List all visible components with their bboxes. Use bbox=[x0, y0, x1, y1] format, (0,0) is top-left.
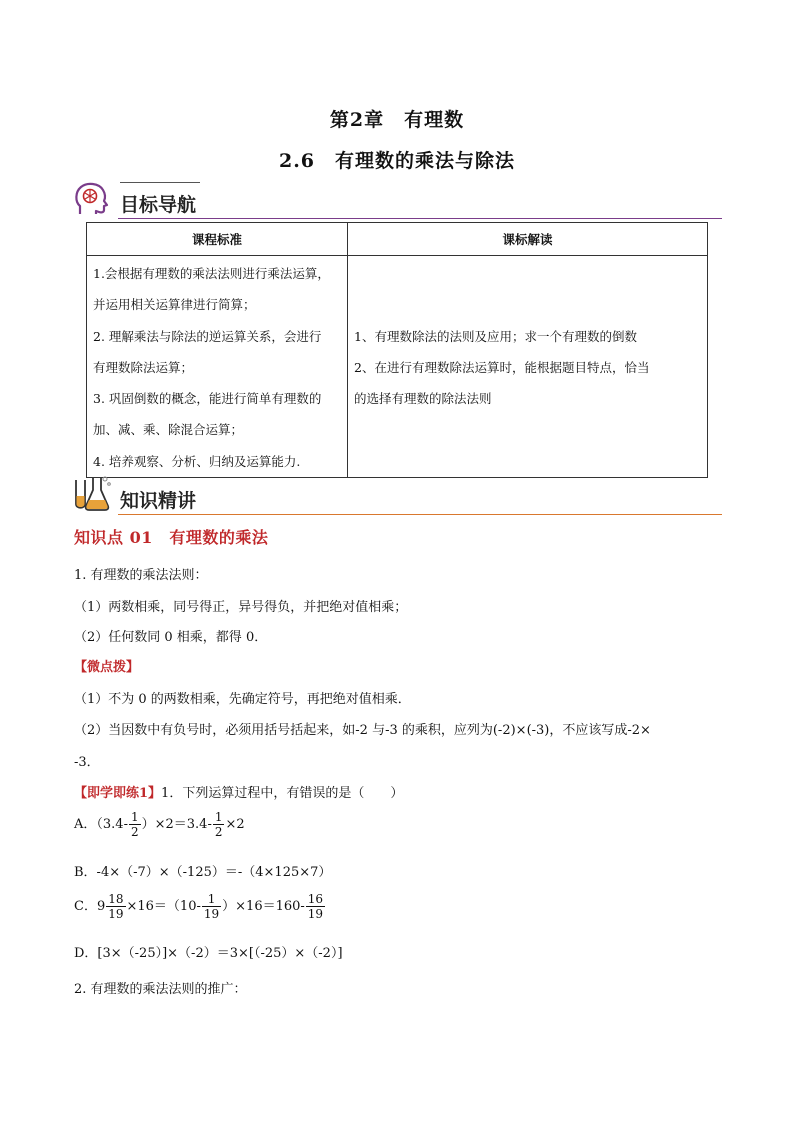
practice-question-line bbox=[74, 782, 403, 801]
standard-line: 2. 理解乘法与除法的逆运算关系，会进行 bbox=[93, 328, 322, 344]
fraction-numerator: 16 bbox=[307, 892, 324, 906]
standard-line: 3. 巩固倒数的概念，能进行简单有理数的 bbox=[93, 391, 322, 407]
standard-line: 加、减、乘、除混合运算； bbox=[93, 422, 244, 438]
option-b: B．-4×（-7）×（-125）＝-（4×125×7） bbox=[74, 865, 332, 880]
option-d: D．[3×（-25）]×（-2）＝3×[（-25）×（-2）] bbox=[74, 946, 343, 961]
fraction bbox=[213, 810, 225, 839]
fraction-denominator: 19 bbox=[203, 907, 220, 921]
knowledge-point-title: 知识点 01 有理数的乘法 bbox=[74, 528, 269, 547]
rule-item: （1）两数相乘，同号得正，异号得负，并把绝对值相乘； bbox=[74, 600, 408, 615]
option-c-text: C．9 bbox=[74, 899, 106, 914]
goals-interpretation-cell bbox=[348, 256, 708, 478]
fraction-denominator: 2 bbox=[214, 825, 223, 839]
option-a-text: A．（3.4- bbox=[74, 817, 128, 832]
tip-item-continuation: -3． bbox=[74, 755, 100, 770]
lab-flask-icon bbox=[72, 474, 112, 512]
goals-standard-cell bbox=[87, 256, 348, 478]
heading-top-rule bbox=[120, 182, 200, 183]
standard-line: 4. 培养观察、分析、归纳及运算能力. bbox=[93, 453, 301, 469]
tip-item: （1）不为 0 的两数相乘，先确定符号，再把绝对值相乘． bbox=[74, 692, 411, 707]
practice-label: 【即学即练1】 bbox=[74, 786, 162, 801]
goals-divider bbox=[118, 218, 722, 219]
rule-extension-title: 2. 有理数的乘法法则的推广： bbox=[74, 982, 247, 997]
option-c-text: ×16＝（10- bbox=[126, 899, 201, 914]
fraction-numerator: 1 bbox=[202, 892, 221, 907]
fraction-numerator: 18 bbox=[108, 892, 124, 906]
interpretation-line: 1、有理数除法的法则及应用；求一个有理数的倒数 bbox=[354, 328, 637, 344]
rule-item: （2）任何数同 0 相乘，都得 0． bbox=[74, 630, 268, 645]
knowledge-divider bbox=[118, 514, 722, 515]
standard-line: 1.会根据有理数的乘法法则进行乘法运算， bbox=[93, 266, 330, 281]
goals-table-row bbox=[87, 256, 708, 478]
interpretation-line: 2、在进行有理数除法运算时，能根据题目特点，恰当 bbox=[354, 359, 650, 375]
fraction bbox=[306, 892, 325, 921]
section-title: 2.6 有理数的乘法与除法 bbox=[278, 150, 516, 172]
chapter-title: 第2章 有理数 bbox=[329, 109, 465, 131]
fraction-numerator: 1 bbox=[130, 810, 139, 824]
option-c bbox=[74, 892, 326, 921]
tip-item: （2）当因数中有负号时，必须用括号括起来，如-2 与-3 的乘积，应列为(-2)×(-3)，不应该写成-2× bbox=[74, 723, 651, 738]
fraction bbox=[202, 892, 221, 921]
interpretation-line: 的选择有理数的除法法则 bbox=[354, 391, 492, 407]
option-c-text: ）×16＝160- bbox=[222, 899, 305, 914]
goals-col-interpretation: 课标解读 bbox=[348, 223, 708, 256]
tip-label: 【微点拨】 bbox=[74, 660, 140, 675]
option-a bbox=[74, 810, 245, 839]
standard-line: 并运用相关运算律进行简算； bbox=[93, 297, 256, 313]
fraction-numerator: 1 bbox=[214, 810, 223, 824]
fraction-denominator: 2 bbox=[130, 825, 139, 839]
fraction-denominator: 19 bbox=[108, 907, 124, 921]
fraction bbox=[129, 810, 141, 839]
practice-question: 1．下列运算过程中，有错误的是（ ） bbox=[161, 786, 404, 801]
fraction-denominator: 19 bbox=[307, 907, 324, 921]
head-brain-icon bbox=[72, 180, 110, 218]
knowledge-heading: 知识精讲 bbox=[120, 490, 197, 512]
goals-col-standard: 课程标准 bbox=[87, 223, 348, 256]
rule-title: 1. 有理数的乘法法则： bbox=[74, 568, 208, 583]
goals-table-header-row bbox=[87, 223, 708, 256]
fraction bbox=[106, 892, 125, 921]
goals-heading: 目标导航 bbox=[120, 194, 197, 216]
standard-line: 有理数除法运算； bbox=[93, 359, 194, 375]
option-a-text: ×2 bbox=[225, 817, 245, 832]
option-a-text: ）×2＝3.4- bbox=[141, 817, 212, 832]
goals-table bbox=[86, 222, 708, 478]
